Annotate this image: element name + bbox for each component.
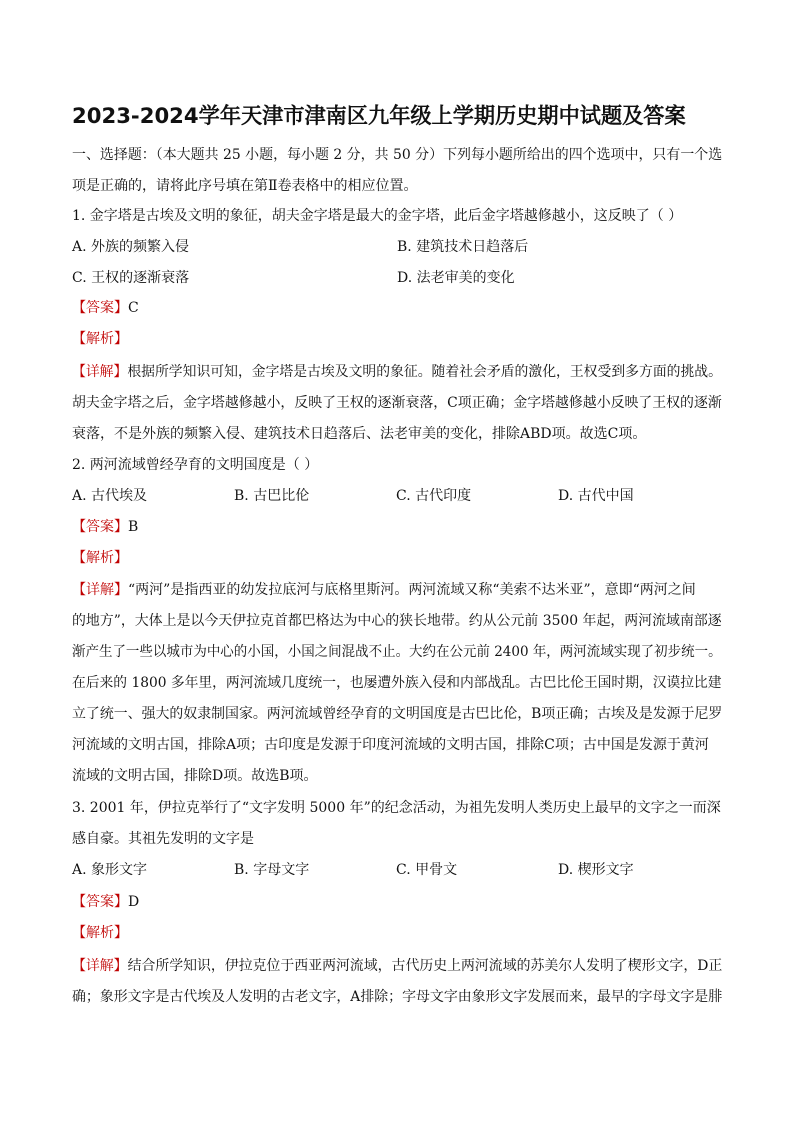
question-1-option-c: C. 王权的逐渐衰落 [72,270,190,286]
question-1-analysis-label: 【解析】 [72,331,128,347]
question-2-detail-line-1 [72,580,696,600]
answer-label: 【答案】 [72,894,128,910]
question-2-detail-line-5: 立了统一、强大的奴隶制国家。两河流域曾经孕育的文明国度是古巴比伦，B项正确；古埃及是发源于尼罗 [72,706,723,722]
question-2-answer [72,517,138,537]
question-2-detail-line-7: 流域的文明古国，排除D项。故选B项。 [72,768,318,784]
question-3-detail-line-2: 确；象形文字是古代埃及人发明的古老文字，A排除；字母文字由象形文字发展而来，最早的字母文字是腓 [72,989,723,1005]
question-2-option-c: C. 古代印度 [396,488,472,504]
section-instructions-line-2: 项是正确的，请将此序号填在第Ⅱ卷表格中的相应位置。 [72,178,418,194]
question-2-detail-line-2: 的地方”，大体上是以今天伊拉克首都巴格达为中心的狭长地带。约从公元前 3500 年起，两河流域南部逐 [72,613,722,629]
detail-label: 【详解】 [72,958,128,974]
question-3-detail-line-1 [72,956,722,976]
question-1-option-a: A. 外族的频繁入侵 [72,239,190,255]
question-3-option-a: A. 象形文字 [72,862,148,878]
question-1-detail-line-2: 胡夫金字塔之后，金字塔越修越小，反映了王权的逐渐衰落，C项正确；金字塔越修越小反映了王权的逐渐 [72,395,722,411]
question-1-option-b: B. 建筑技术日趋落后 [397,239,529,255]
question-3-stem-line-2: 感自豪。其祖先发明的文字是 [72,831,254,847]
question-3-answer [72,892,139,912]
question-1-stem: 1. 金字塔是古埃及文明的象征，胡夫金字塔是最大的金字塔，此后金字塔越修越小，这反映了（ ） [72,208,683,224]
question-3-stem-line-1: 3. 2001 年，伊拉克举行了“文字发明 5000 年”的纪念活动，为祖先发明人类历史上最早的文字之一而深 [72,800,721,816]
question-1-option-d: D. 法老审美的变化 [397,270,515,286]
section-instructions-line-1: 一、选择题：（本大题共 25 小题，每小题 2 分，共 50 分）下列每小题所给出的四个选项中，只有一个选 [72,147,723,163]
question-2-stem: 2. 两河流域曾经孕育的文明国度是（ ） [72,457,319,473]
answer-value: D [128,894,140,910]
detail-text: “两河”是指西亚的幼发拉底河与底格里斯河。两河流域又称“美索不达米亚”，意即“两河之间 [128,582,696,598]
question-1-answer [72,298,139,318]
question-1-detail-line-3: 衰落，不是外族的频繁入侵、建筑技术日趋落后、法老审美的变化，排除ABD项。故选C项。 [72,426,647,442]
detail-text: 根据所学知识可知，金字塔是古埃及文明的象征。随着社会矛盾的激化，王权受到多方面的挑战。 [127,364,722,380]
answer-value: B [128,519,139,535]
question-2-detail-line-4: 在后来的 1800 多年里，两河流域几度统一，也屡遭外族入侵和内部战乱。古巴比伦王国时期，汉谟拉比建 [72,675,722,691]
answer-label: 【答案】 [72,519,128,535]
question-3-option-c: C. 甲骨文 [396,862,458,878]
question-2-option-a: A. 古代埃及 [72,488,148,504]
detail-label: 【详解】 [72,582,128,598]
question-3-option-d: D. 楔形文字 [558,862,634,878]
detail-text: 结合所学知识，伊拉克位于西亚两河流域，古代历史上两河流域的苏美尔人发明了楔形文字，D正 [127,958,723,974]
answer-value: C [128,300,139,316]
question-2-detail-line-6: 河流域的文明古国，排除A项；古印度是发源于印度河流域的文明古国，排除C项；古中国是发源于黄河 [72,737,709,753]
detail-label: 【详解】 [72,364,128,380]
question-2-option-d: D. 古代中国 [558,488,634,504]
question-1-detail-line-1 [72,362,722,382]
document-title: 2023-2024学年天津市津南区九年级上学期历史期中试题及答案 [72,104,686,129]
question-2-detail-line-3: 渐产生了一些以城市为中心的小国，小国之间混战不止。大约在公元前 2400 年，两河流域实现了初步统一。 [72,644,722,660]
answer-label: 【答案】 [72,300,128,316]
question-2-option-b: B. 古巴比伦 [234,488,310,504]
question-3-option-b: B. 字母文字 [234,862,310,878]
question-3-analysis-label: 【解析】 [72,925,128,941]
question-2-analysis-label: 【解析】 [72,550,128,566]
